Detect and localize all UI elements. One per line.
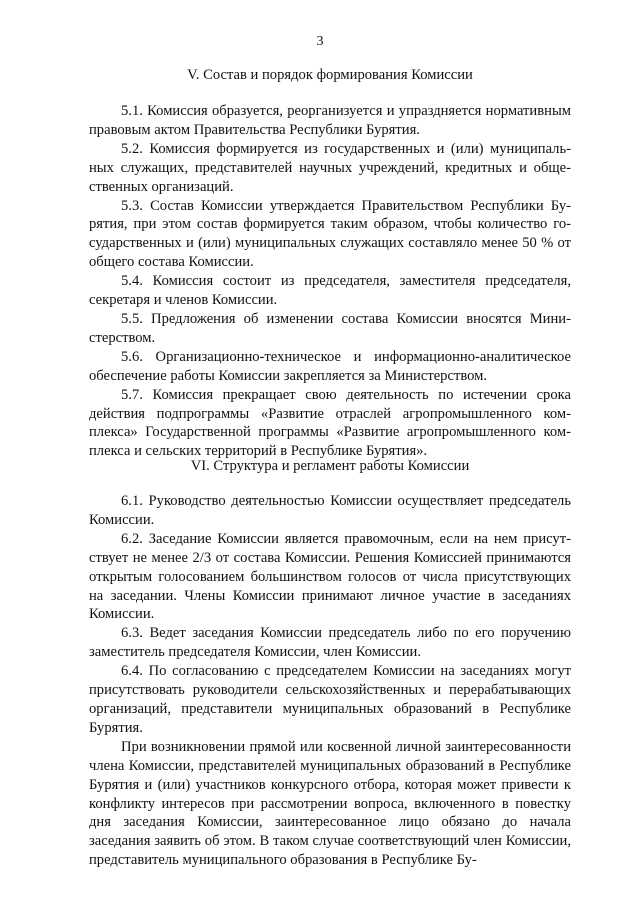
paragraph-6-4-conflict: При возникновении прямой или косвенной личной заинтересованности члена Комиссии, представителей муниципальных образований в Республике Бурятия и (или) участников конкурсного отбора, которая может привести к конфликту интересов при рассмотрении вопроса, включенного в повестку дня заседания Комиссии, заинтересованное лицо обязано до начала заседания заявить об этом. В таком случае соответствующий член Комиссии, представитель муниципального образования в Республике Бу-: [89, 738, 571, 869]
section-6-heading: VI. Структура и регламент работы Комиссии: [190, 458, 470, 474]
section-5-heading: V. Состав и порядок формирования Комиссии: [187, 67, 473, 83]
paragraph-6-2: 6.2. Заседание Комиссии является правомочным, если на нем присутствует не менее 2/3 от состава Комиссии. Решения Комиссией принимаются открытым голосованием большинством голосов от числа присутствующих на заседании. Члены Комиссии принимают личное участие в заседаниях Комиссии.: [89, 530, 571, 623]
paragraph-5-7: 5.7. Комиссия прекращает свою деятельность по истечении срока действия подпрограммы «Развитие отраслей агропромышленного комплекса» Государственной программы «Развитие агропромышленного комплекса и сельских территорий в Республике Бурятия».: [89, 386, 571, 460]
paragraph-5-3: 5.3. Состав Комиссии утверждается Правительством Республики Бурятия, при этом состав формируется таким образом, чтобы количество государственных и (или) муниципальных служащих составляло менее 50 % от общего состава Комиссии.: [89, 197, 571, 271]
page-number: 3: [316, 34, 324, 49]
paragraph-6-3: 6.3. Ведет заседания Комиссии председатель либо по его поручению заместитель председателя Комиссии, член Комиссии.: [89, 625, 571, 661]
paragraph-5-5: 5.5. Предложения об изменении состава Комиссии вносятся Министерством.: [89, 310, 571, 346]
paragraph-5-4: 5.4. Комиссия состоит из председателя, заместителя председателя, секретаря и членов Комиссии.: [89, 273, 571, 309]
paragraph-5-2: 5.2. Комиссия формируется из государственных и (или) муниципальных служащих, представителей научных учреждений, кредитных и общественных организаций.: [89, 140, 571, 195]
section-5-body: [89, 102, 571, 461]
paragraph-5-6: 5.6. Организационно-техническое и информационно-аналитическое обеспечение работы Комиссии закрепляется за Министерством.: [89, 348, 571, 384]
section-6-body: [89, 492, 571, 870]
paragraph-6-1: 6.1. Руководство деятельностью Комиссии осуществляет председатель Комиссии.: [89, 493, 571, 528]
paragraph-6-4: 6.4. По согласованию с председателем Комиссии на заседаниях могут присутствовать руководители сельскохозяйственных и перерабатывающих организаций, представители муниципальных образований в Республике Бурятия.: [89, 663, 571, 736]
paragraph-5-1: 5.1. Комиссия образуется, реорганизуется и упраздняется нормативным правовым актом Правительства Республики Бурятия.: [89, 103, 571, 138]
